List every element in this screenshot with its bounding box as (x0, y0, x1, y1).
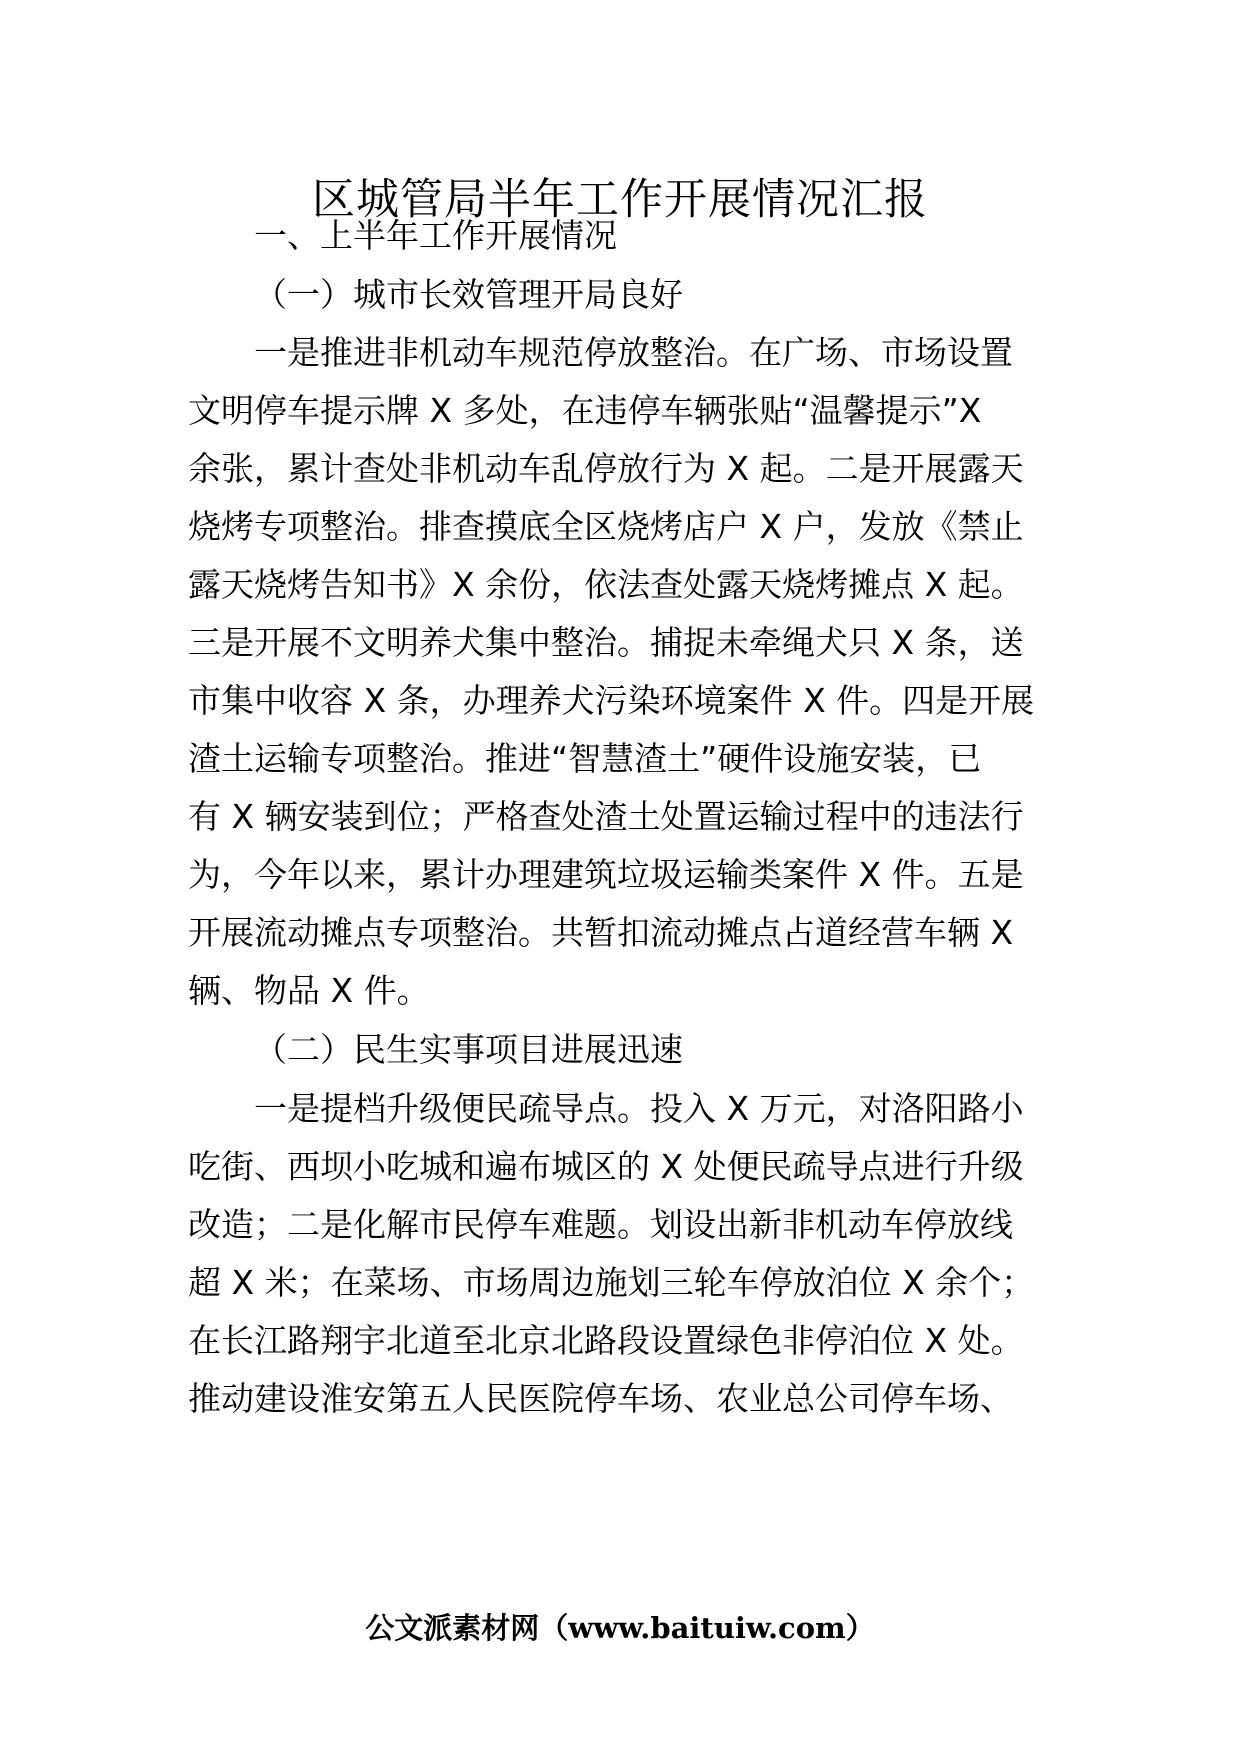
paragraph-line: 一是推进非机动车规范停放整治。在广场、市场设置 (254, 333, 1013, 372)
paragraph-line: 吃街、西坝小吃城和遍布城区的 X 处便民疏导点进行升级 (188, 1147, 1024, 1186)
paragraph-line: 余张，累计查处非机动车乱停放行为 X 起。二是开展露天 (188, 449, 1024, 488)
paragraph-line: 辆、物品 X 件。 (188, 971, 430, 1010)
paragraph-line: 文明停车提示牌 X 多处，在违停车辆张贴“温馨提示”X (188, 391, 982, 430)
paragraph-line: 三是开展不文明养犬集中整治。捕捉未牵绳犬只 X 条，送 (188, 623, 1024, 662)
paragraph-line: 超 X 米；在菜场、市场周边施划三轮车停放泊位 X 余个； (188, 1263, 1035, 1302)
paragraph-line: 一是提档升级便民疏导点。投入 X 万元，对洛阳路小 (254, 1089, 1024, 1128)
document-title: 区城管局半年工作开展情况汇报 (312, 175, 928, 225)
section-heading: 一、上半年工作开展情况 (254, 216, 617, 255)
subsection-heading: （二）民生实事项目进展迅速 (254, 1030, 683, 1069)
paragraph-line: 在长江路翔宇北道至北京北路段设置绿色非停泊位 X 处。 (188, 1321, 1024, 1360)
paragraph-line: 有 X 辆安装到位；严格查处渣土处置运输过程中的违法行 (188, 797, 1024, 836)
paragraph-line: 市集中收容 X 条，办理养犬污染环境案件 X 件。四是开展 (188, 681, 1035, 720)
subsection-heading: （一）城市长效管理开局良好 (254, 275, 683, 314)
paragraph-line: 渣土运输专项整治。推进“智慧渣土”硬件设施安装，已 (188, 739, 982, 778)
paragraph-line: 推动建设淮安第五人民医院停车场、农业总公司停车场、 (188, 1379, 1013, 1418)
paragraph-line: 为，今年以来，累计办理建筑垃圾运输类案件 X 件。五是 (188, 855, 1024, 894)
paragraph-line: 烧烤专项整治。排查摸底全区烧烤店户 X 户，发放《禁止 (188, 507, 1024, 546)
footer-watermark: 公文派素材网（www.baituiw.com） (365, 1611, 875, 1645)
paragraph-line: 露天烧烤告知书》X 余份，依法查处露天烧烤摊点 X 起。 (188, 565, 1024, 604)
paragraph-line: 改造；二是化解市民停车难题。划设出新非机动车停放线 (188, 1205, 1013, 1244)
paragraph-line: 开展流动摊点专项整治。共暂扣流动摊点占道经营车辆 X (188, 913, 1014, 952)
